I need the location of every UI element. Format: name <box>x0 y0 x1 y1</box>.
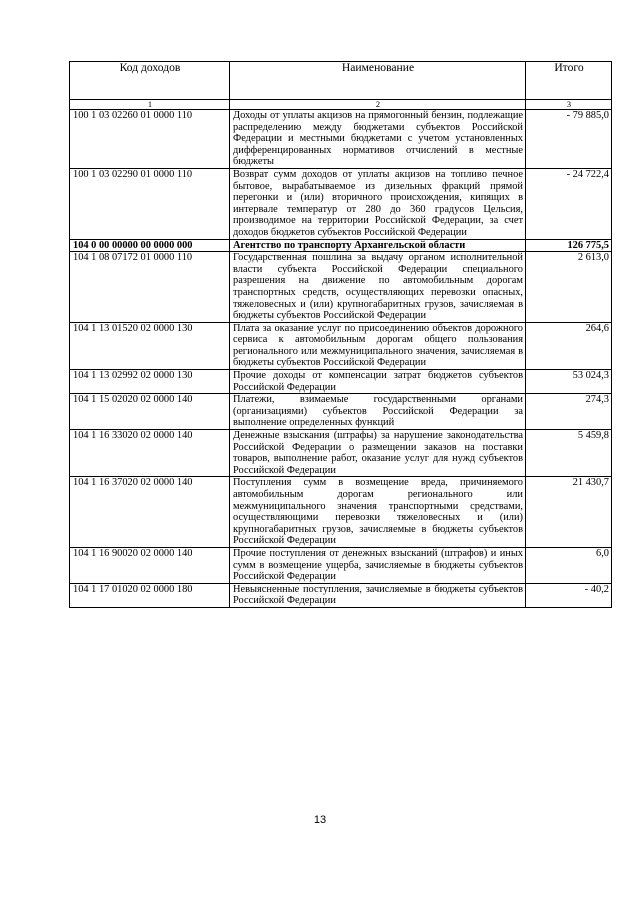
row-code: 100 1 03 02290 01 0000 110 <box>70 168 230 239</box>
table-row <box>70 394 612 430</box>
row-code: 104 1 13 02992 02 0000 130 <box>70 370 230 394</box>
revenue-table <box>69 61 612 608</box>
table-row <box>70 477 612 548</box>
row-name: Плата за оказание услуг по присоединению объектов дорожного сервиса к автомобильным дорогам общего пользования регионального или межмуниципального значения, зачисляемая в бюджеты субъектов Российской Федерации <box>230 322 526 369</box>
row-total: 53 024,3 <box>526 370 612 394</box>
row-total: 5 459,8 <box>526 430 612 477</box>
row-name: Денежные взыскания (штрафы) за нарушение законодательства Российской Федерации о размещении заказов на поставки товаров, выполнение работ, оказание услуг для нужд субъектов Российской Федерации <box>230 430 526 477</box>
table-row <box>70 110 612 169</box>
row-name: Поступления сумм в возмещение вреда, причиняемого автомобильным дорогам регионального или межмуниципального значения транспортными средствами, осуществляющими перевозки тяжеловесных и (или) крупногабаритных грузов, зачисляемые в бюджеты субъектов Российской Федерации <box>230 477 526 548</box>
row-code: 104 0 00 00000 00 0000 000 <box>70 239 230 252</box>
row-code: 104 1 08 07172 01 0000 110 <box>70 252 230 323</box>
table-row <box>70 430 612 477</box>
page-number: 13 <box>313 814 327 826</box>
row-code: 100 1 03 02260 01 0000 110 <box>70 110 230 169</box>
table-row <box>70 322 612 369</box>
row-total: - 24 722,4 <box>526 168 612 239</box>
row-name: Невыясненные поступления, зачисляемые в бюджеты субъектов Российской Федерации <box>230 583 526 607</box>
table-row <box>70 168 612 239</box>
row-code: 104 1 16 37020 02 0000 140 <box>70 477 230 548</box>
row-total: 2 613,0 <box>526 252 612 323</box>
row-total: 264,6 <box>526 322 612 369</box>
table-row <box>70 252 612 323</box>
row-total: 126 775,5 <box>526 239 612 252</box>
table-row-agency <box>70 239 612 252</box>
header-total: Итого <box>526 62 612 100</box>
header-name: Наименование <box>230 62 526 100</box>
row-total: - 79 885,0 <box>526 110 612 169</box>
row-name: Прочие поступления от денежных взысканий (штрафов) и иных сумм в возмещение ущерба, зачисляемые в бюджеты субъектов Российской Федерации <box>230 547 526 583</box>
row-total: 274,3 <box>526 394 612 430</box>
table-row <box>70 370 612 394</box>
column-number-total: 3 <box>526 100 612 110</box>
table-header-row <box>70 62 612 100</box>
row-code: 104 1 13 01520 02 0000 130 <box>70 322 230 369</box>
row-total: 21 430,7 <box>526 477 612 548</box>
row-name: Агентство по транспорту Архангельской области <box>230 239 526 252</box>
row-name: Прочие доходы от компенсации затрат бюджетов субъектов Российской Федерации <box>230 370 526 394</box>
column-number-name: 2 <box>230 100 526 110</box>
row-total: - 40,2 <box>526 583 612 607</box>
row-name: Доходы от уплаты акцизов на прямогонный бензин, подлежащие распределению между бюджетами субъектов Российской Федерации и местными бюджетами с учетом установленных дифференцированных нормативов отчислений в местные бюджеты <box>230 110 526 169</box>
row-code: 104 1 16 90020 02 0000 140 <box>70 547 230 583</box>
column-number-row <box>70 100 612 110</box>
header-code: Код доходов <box>70 62 230 100</box>
row-name: Государственная пошлина за выдачу органом исполнительной власти субъекта Российской Федерации специального разрешения на движение по автомобильным дорогам транспортных средств, осуществляющих перевозки опасных, тяжеловесных и (или) крупногабаритных грузов, зачисляемая в бюджеты субъектов Российской Федерации <box>230 252 526 323</box>
row-code: 104 1 16 33020 02 0000 140 <box>70 430 230 477</box>
table-row <box>70 547 612 583</box>
column-number-code: 1 <box>70 100 230 110</box>
row-code: 104 1 17 01020 02 0000 180 <box>70 583 230 607</box>
row-name: Платежи, взимаемые государственными органами (организациями) субъектов Российской Федерации за выполнение определенных функций <box>230 394 526 430</box>
row-code: 104 1 15 02020 02 0000 140 <box>70 394 230 430</box>
row-name: Возврат сумм доходов от уплаты акцизов на топливо печное бытовое, вырабатываемое из дизельных фракций прямой перегонки и (или) вторичного происхождения, кипящих в интервале температур от 280 до 360 градусов Цельсия, производимое на территории Российской Федерации, за счет доходов бюджетов субъектов Российской Федерации <box>230 168 526 239</box>
row-total: 6,0 <box>526 547 612 583</box>
table-row <box>70 583 612 607</box>
